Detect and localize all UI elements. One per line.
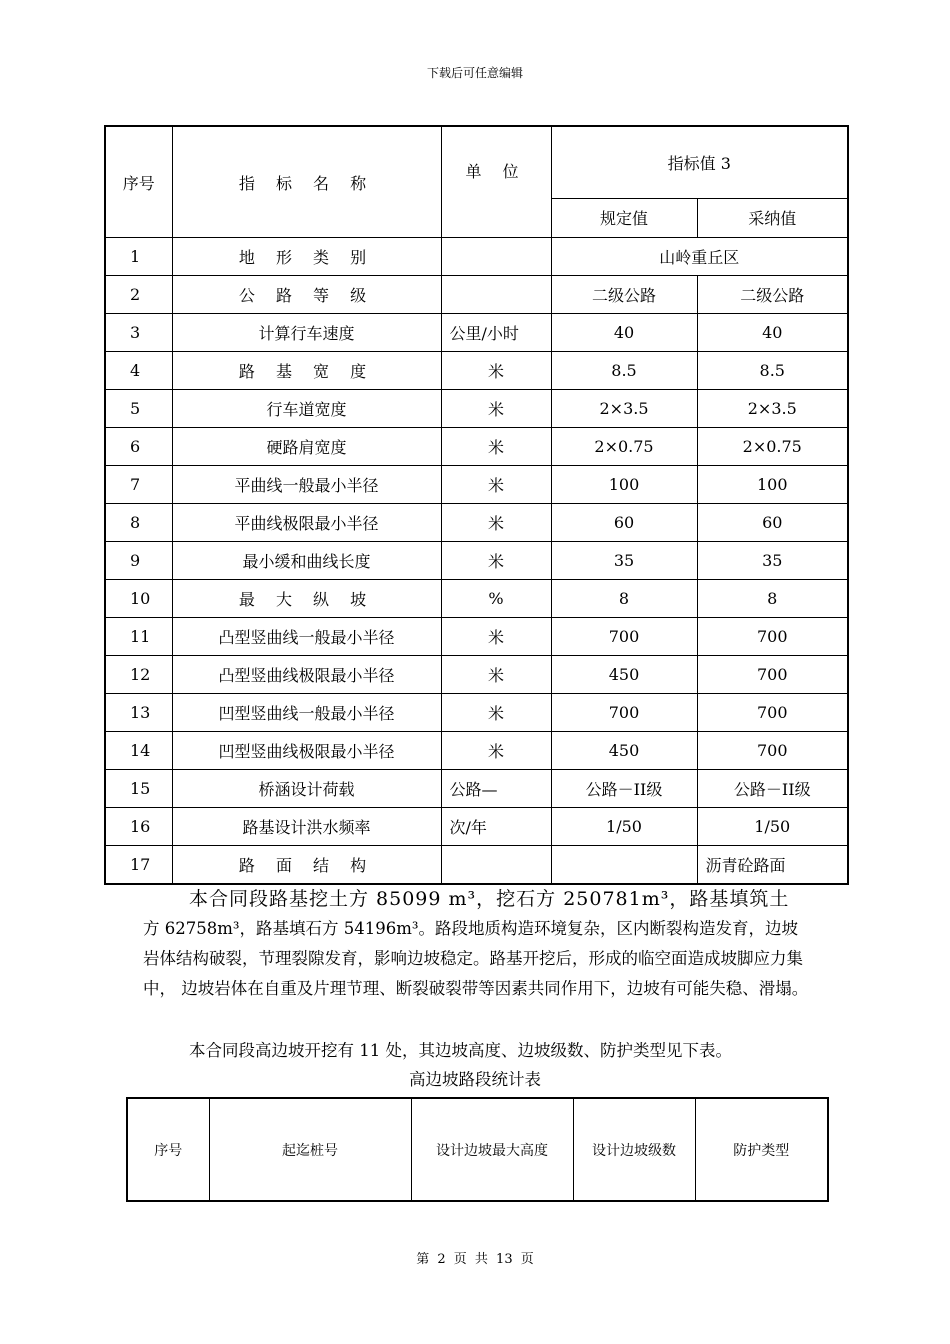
adopted-value: 2×3.5 — [697, 390, 848, 428]
header-unit: 单 位 — [441, 126, 551, 238]
spec-value: 450 — [551, 656, 697, 694]
t2-header-height: 设计边坡最大高度 — [411, 1098, 573, 1201]
table2-caption: 高边坡路段统计表 — [409, 1070, 541, 1089]
unit: 公路— — [441, 770, 551, 808]
row-number: 10 — [105, 580, 172, 618]
t2-header-stake: 起迄桩号 — [209, 1098, 411, 1201]
row-number: 4 — [105, 352, 172, 390]
slope-paragraph: 本合同段高边坡开挖有 11 处，其边坡高度、边坡级数、防护类型见下表。 — [189, 1041, 732, 1060]
unit: 公里/小时 — [441, 314, 551, 352]
adopted-value: 沥青砼路面 — [697, 846, 848, 885]
table-row — [105, 656, 848, 694]
index-name: 行车道宽度 — [172, 390, 441, 428]
spec-value: 2×3.5 — [551, 390, 697, 428]
spec-value: 450 — [551, 732, 697, 770]
index-name: 硬路肩宽度 — [172, 428, 441, 466]
merged-value: 山岭重丘区 — [551, 238, 848, 276]
index-name: 路 面 结 构 — [172, 846, 441, 885]
row-number: 2 — [105, 276, 172, 314]
table-row — [105, 542, 848, 580]
adopted-value: 公路－II级 — [697, 770, 848, 808]
adopted-value: 100 — [697, 466, 848, 504]
unit: 米 — [441, 732, 551, 770]
spec-value: 8 — [551, 580, 697, 618]
header-seq: 序号 — [105, 126, 172, 238]
unit: 次/年 — [441, 808, 551, 846]
adopted-value: 8.5 — [697, 352, 848, 390]
index-name: 平曲线一般最小半径 — [172, 466, 441, 504]
unit: 米 — [441, 618, 551, 656]
index-name: 凸型竖曲线极限最小半径 — [172, 656, 441, 694]
row-number: 6 — [105, 428, 172, 466]
index-name: 凹型竖曲线极限最小半径 — [172, 732, 441, 770]
unit — [441, 846, 551, 885]
header-index-value: 指标值 3 — [551, 126, 848, 198]
table-row — [105, 390, 848, 428]
row-number: 14 — [105, 732, 172, 770]
table-row — [105, 314, 848, 352]
adopted-value: 700 — [697, 656, 848, 694]
adopted-value: 40 — [697, 314, 848, 352]
table-row — [105, 352, 848, 390]
unit: 米 — [441, 656, 551, 694]
index-name: 最 大 纵 坡 — [172, 580, 441, 618]
adopted-value: 700 — [697, 694, 848, 732]
spec-value: 60 — [551, 504, 697, 542]
index-name: 最小缓和曲线长度 — [172, 542, 441, 580]
row-number: 3 — [105, 314, 172, 352]
table-row — [105, 276, 848, 314]
table-row — [105, 770, 848, 808]
earthwork-paragraph — [143, 884, 813, 1004]
adopted-value: 35 — [697, 542, 848, 580]
header-spec: 规定值 — [551, 198, 697, 237]
row-number: 8 — [105, 504, 172, 542]
table-row — [105, 618, 848, 656]
table-row — [105, 846, 848, 885]
index-name: 地 形 类 别 — [172, 238, 441, 276]
unit: % — [441, 580, 551, 618]
spec-value: 40 — [551, 314, 697, 352]
table-row — [105, 466, 848, 504]
spec-value — [551, 846, 697, 885]
index-name: 公 路 等 级 — [172, 276, 441, 314]
table-row — [105, 694, 848, 732]
index-name: 路 基 宽 度 — [172, 352, 441, 390]
unit: 米 — [441, 466, 551, 504]
index-name: 路基设计洪水频率 — [172, 808, 441, 846]
spec-value: 2×0.75 — [551, 428, 697, 466]
table-row — [105, 504, 848, 542]
spec-value: 700 — [551, 694, 697, 732]
t2-header-protection: 防护类型 — [695, 1098, 828, 1201]
adopted-value: 700 — [697, 618, 848, 656]
row-number: 13 — [105, 694, 172, 732]
row-number: 5 — [105, 390, 172, 428]
index-name: 桥涵设计荷载 — [172, 770, 441, 808]
unit — [441, 276, 551, 314]
row-number: 11 — [105, 618, 172, 656]
index-name: 平曲线极限最小半径 — [172, 504, 441, 542]
table-row — [105, 238, 848, 276]
adopted-value: 700 — [697, 732, 848, 770]
adopted-value: 二级公路 — [697, 276, 848, 314]
index-name: 凸型竖曲线一般最小半径 — [172, 618, 441, 656]
row-number: 15 — [105, 770, 172, 808]
header-adopted: 采纳值 — [697, 198, 848, 237]
adopted-value: 60 — [697, 504, 848, 542]
unit: 米 — [441, 352, 551, 390]
spec-value: 8.5 — [551, 352, 697, 390]
row-number: 1 — [105, 238, 172, 276]
t2-header-levels: 设计边坡级数 — [573, 1098, 695, 1201]
index-name: 计算行车速度 — [172, 314, 441, 352]
index-name: 凹型竖曲线一般最小半径 — [172, 694, 441, 732]
paragraph-rest: 方 62758m³，路基填石方 54196m³。路段地质构造环境复杂，区内断裂构造发育，边坡岩体结构破裂，节理裂隙发育，影响边坡稳定。路基开挖后，形成的临空面造成坡脚应力集中， 边坡岩体在自重及片理节理、断裂破裂带等因素共同作用下，边坡有可能失稳、滑塌。 — [143, 919, 809, 998]
spec-value: 二级公路 — [551, 276, 697, 314]
unit: 米 — [441, 504, 551, 542]
row-number: 12 — [105, 656, 172, 694]
row-number: 17 — [105, 846, 172, 885]
spec-value: 1/50 — [551, 808, 697, 846]
page-header: 下载后可任意编辑 — [426, 66, 523, 80]
row-number: 7 — [105, 466, 172, 504]
unit — [441, 238, 551, 276]
row-number: 16 — [105, 808, 172, 846]
adopted-value: 8 — [697, 580, 848, 618]
unit: 米 — [441, 694, 551, 732]
paragraph-first-line: 本合同段路基挖土方 85099 m³，挖石方 250781m³，路基填筑土 — [189, 888, 790, 910]
adopted-value: 1/50 — [697, 808, 848, 846]
technical-index-table — [104, 125, 849, 885]
table-row — [105, 732, 848, 770]
row-number: 9 — [105, 542, 172, 580]
unit: 米 — [441, 542, 551, 580]
page-footer: 第 2 页 共 13 页 — [416, 1252, 534, 1267]
spec-value: 100 — [551, 466, 697, 504]
adopted-value: 2×0.75 — [697, 428, 848, 466]
t2-header-seq: 序号 — [127, 1098, 209, 1201]
high-slope-table — [126, 1097, 829, 1202]
unit: 米 — [441, 428, 551, 466]
table-row — [105, 808, 848, 846]
table-row — [105, 580, 848, 618]
spec-value: 35 — [551, 542, 697, 580]
table-row — [105, 428, 848, 466]
unit: 米 — [441, 390, 551, 428]
spec-value: 700 — [551, 618, 697, 656]
spec-value: 公路－II级 — [551, 770, 697, 808]
header-name: 指 标 名 称 — [172, 126, 441, 238]
